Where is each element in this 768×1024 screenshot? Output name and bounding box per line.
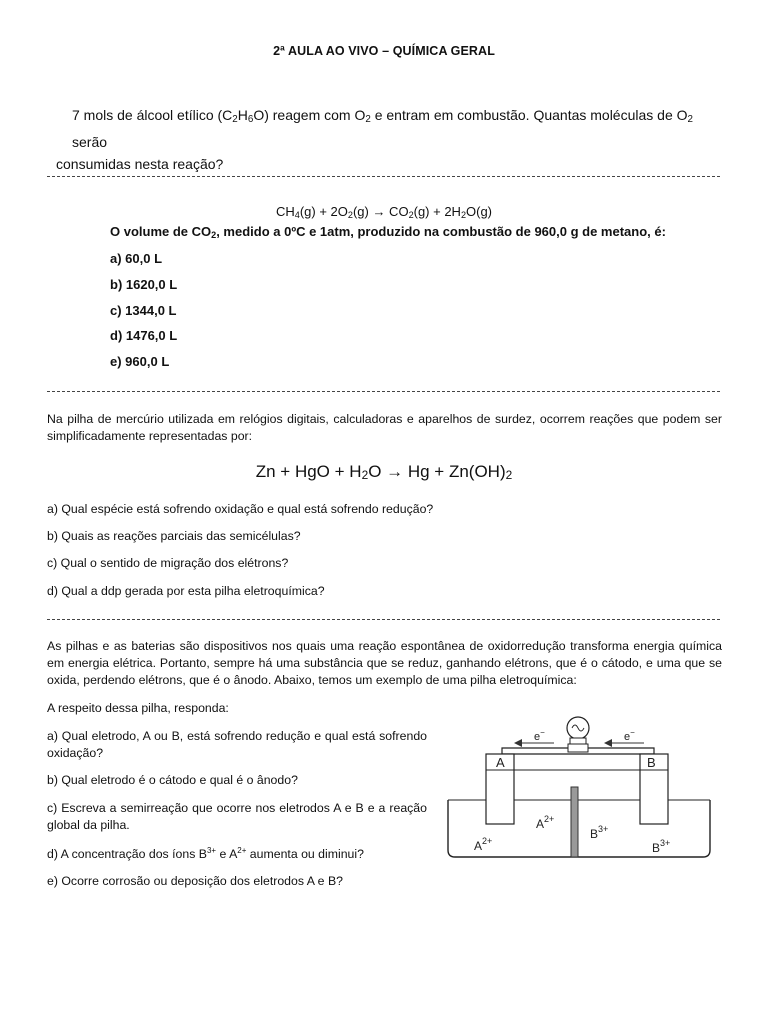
question-3-item-b: b) Quais as reações parciais das semicélulas? xyxy=(47,529,301,543)
ion-a-label: $A^{2+}$ xyxy=(536,814,555,831)
question-4-item-c: c) Escreva a semirreação que ocorre nos eletrodos A e B e a reação global da pilha. xyxy=(47,801,427,832)
mercury-cell-equation xyxy=(0,462,768,482)
item-text: d) A concentração dos íons B xyxy=(47,847,207,861)
question-1-line-1 xyxy=(56,104,726,153)
question-4-item-b: b) Qual eletrodo é o cátodo e qual é o ânodo? xyxy=(47,773,298,787)
question-3-item-a: a) Qual espécie está sofrendo oxidação e qual está sofrendo redução? xyxy=(47,502,434,516)
item-superscript: 3+ xyxy=(206,846,217,855)
page-title: 2ª AULA AO VIVO – QUÍMICA GERAL xyxy=(273,44,495,58)
question-4-item-e: e) Ocorre corrosão ou deposição dos eletrodos A e B? xyxy=(47,874,343,888)
q1-subscript: 2 xyxy=(365,114,371,125)
eq-subscript: 2 xyxy=(460,210,467,220)
eq-text: (g) → CO xyxy=(352,204,409,219)
item-text: e A xyxy=(216,847,238,861)
methane-equation xyxy=(0,204,768,220)
stem-text: , medido a 0ºC e 1atm, produzido na combustão de 960,0 g de metano, é: xyxy=(216,224,666,239)
eq-text: O → Hg + Zn(OH) xyxy=(368,462,506,481)
item-text: aumenta ou diminui? xyxy=(246,847,364,861)
q1-text: O) reagem com O xyxy=(253,107,366,123)
electron-label-right: e− xyxy=(624,728,635,743)
q1-text: H xyxy=(237,107,248,123)
q1-subscript: 2 xyxy=(687,114,693,125)
eq-subscript: 2 xyxy=(408,210,414,220)
question-3-item-c: c) Qual o sentido de migração dos elétrons? xyxy=(47,556,289,570)
option-b: b) 1620,0 L xyxy=(110,277,178,292)
stem-subscript: 2 xyxy=(211,230,217,240)
eq-text: Zn + HgO + H xyxy=(255,462,362,481)
eq-text: O(g) xyxy=(466,204,493,219)
separator-line xyxy=(47,391,720,392)
question-1-line-2: consumidas nesta reação? xyxy=(56,156,224,172)
stem-text: O volume de CO xyxy=(110,224,212,239)
ion-a-label: $A^{2+}$ xyxy=(474,836,493,853)
item-superscript: 2+ xyxy=(237,846,247,855)
lamp-icon xyxy=(567,717,589,752)
separator-line xyxy=(47,619,720,620)
ion-b-label: $B^{3+}$ xyxy=(590,824,609,841)
eq-text: (g) + 2O xyxy=(299,204,348,219)
ion-b-label: $B^{3+}$ xyxy=(652,838,671,855)
eq-subscript: 2 xyxy=(505,468,513,482)
electron-label-left: e− xyxy=(534,728,545,743)
electrode-a-label: A xyxy=(496,755,505,770)
option-e: e) 960,0 L xyxy=(110,354,170,369)
question-2-stem xyxy=(110,224,710,240)
eq-text: CH xyxy=(275,204,295,219)
electrochemical-cell-diagram xyxy=(444,712,714,862)
eq-subscript: 4 xyxy=(294,210,300,220)
question-3-item-d: d) Qual a ddp gerada por esta pilha eletroquímica? xyxy=(47,584,325,598)
q1-subscript: 6 xyxy=(247,114,254,125)
option-d: d) 1476,0 L xyxy=(110,328,178,343)
q1-subscript: 2 xyxy=(232,114,238,125)
q1-text: e entram em combustão. Quantas moléculas de O xyxy=(370,107,688,123)
question-1 xyxy=(56,104,726,175)
question-3-intro: Na pilha de mercúrio utilizada em relógios digitais, calculadoras e aparelhos de surdez, ocorrem reações que podem ser simplificadamente representadas por: xyxy=(47,412,722,443)
q1-text: serão xyxy=(72,134,108,150)
question-4-prompt: A respeito dessa pilha, responda: xyxy=(47,701,229,715)
question-4-item-d xyxy=(47,846,364,861)
question-4-intro: As pilhas e as baterias são dispositivos nos quais uma reação espontânea de oxidorredução transforma energia química em energia elétrica. Portanto, sempre há uma substância que se reduz, ganhando elétrons, que é o cátodo, e uma que se oxida, perdendo elétrons, que é o ânodo. Abaixo, temos um exemplo de uma pilha eletroquímica: xyxy=(47,639,722,687)
eq-subscript: 2 xyxy=(361,468,369,482)
separator-line xyxy=(47,176,720,177)
q1-text: 7 mols de álcool etílico (C xyxy=(72,107,233,123)
porous-wall xyxy=(571,787,578,857)
eq-text: (g) + 2H xyxy=(413,204,461,219)
question-4-item-a: a) Qual eletrodo, A ou B, está sofrendo redução e qual está sofrendo oxidação? xyxy=(47,729,427,760)
option-c: c) 1344,0 L xyxy=(110,303,177,318)
electrode-b-label: B xyxy=(647,755,656,770)
eq-subscript: 2 xyxy=(347,210,353,220)
option-a: a) 60,0 L xyxy=(110,251,163,266)
